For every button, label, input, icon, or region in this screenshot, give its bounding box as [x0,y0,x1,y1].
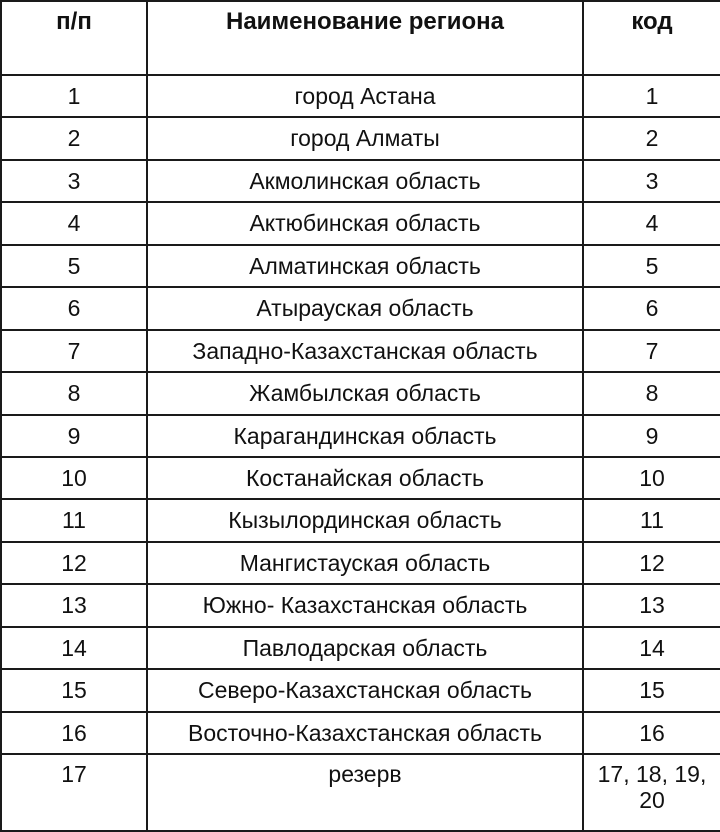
row-num: 3 [1,160,147,202]
row-region-name: Восточно-Казахстанская область [147,712,583,754]
row-region-name: Западно-Казахстанская область [147,330,583,372]
row-code: 1 [583,75,720,117]
row-code: 11 [583,499,720,541]
row-num: 5 [1,245,147,287]
table-row [1,627,720,669]
row-num: 9 [1,415,147,457]
row-code: 16 [583,712,720,754]
table-row [1,542,720,584]
table-row [1,457,720,499]
table-row [1,160,720,202]
table-row [1,372,720,414]
row-code: 13 [583,584,720,626]
row-code: 17, 18, 19, 20 [583,754,720,831]
row-code: 7 [583,330,720,372]
row-code: 3 [583,160,720,202]
row-num: 4 [1,202,147,244]
row-region-name: город Астана [147,75,583,117]
row-num: 17 [1,754,147,831]
row-num: 1 [1,75,147,117]
row-num: 14 [1,627,147,669]
row-num: 13 [1,584,147,626]
row-num: 16 [1,712,147,754]
row-code: 5 [583,245,720,287]
row-region-name: Актюбинская область [147,202,583,244]
row-region-name: Южно- Казахстанская область [147,584,583,626]
row-region-name: Акмолинская область [147,160,583,202]
row-code: 15 [583,669,720,711]
header-region-name: Наименование региона [147,1,583,75]
row-region-name: Северо-Казахстанская область [147,669,583,711]
row-region-name: Мангистауская область [147,542,583,584]
row-code: 12 [583,542,720,584]
table-row [1,330,720,372]
row-code: 6 [583,287,720,329]
row-num: 7 [1,330,147,372]
row-region-name: Алматинская область [147,245,583,287]
table-body [1,75,720,831]
table-row [1,202,720,244]
table-row [1,584,720,626]
table-row [1,754,720,831]
row-code: 9 [583,415,720,457]
row-region-name: Жамбылская область [147,372,583,414]
row-num: 2 [1,117,147,159]
table-row [1,415,720,457]
row-num: 15 [1,669,147,711]
row-region-name: Карагандинская область [147,415,583,457]
table-header-row [1,1,720,75]
table-row [1,75,720,117]
row-num: 11 [1,499,147,541]
table-row [1,712,720,754]
row-code: 14 [583,627,720,669]
row-code: 8 [583,372,720,414]
table-row [1,245,720,287]
row-region-name: Костанайская область [147,457,583,499]
row-code: 2 [583,117,720,159]
table-row [1,669,720,711]
header-code: код [583,1,720,75]
row-code: 10 [583,457,720,499]
row-num: 6 [1,287,147,329]
row-num: 10 [1,457,147,499]
row-region-name: город Алматы [147,117,583,159]
table-row [1,117,720,159]
row-region-name: Кызылординская область [147,499,583,541]
row-region-name: Павлодарская область [147,627,583,669]
row-code: 4 [583,202,720,244]
row-region-name: резерв [147,754,583,831]
table-row [1,287,720,329]
row-region-name: Атырауская область [147,287,583,329]
row-num: 12 [1,542,147,584]
row-num: 8 [1,372,147,414]
header-num: п/п [1,1,147,75]
table-row [1,499,720,541]
